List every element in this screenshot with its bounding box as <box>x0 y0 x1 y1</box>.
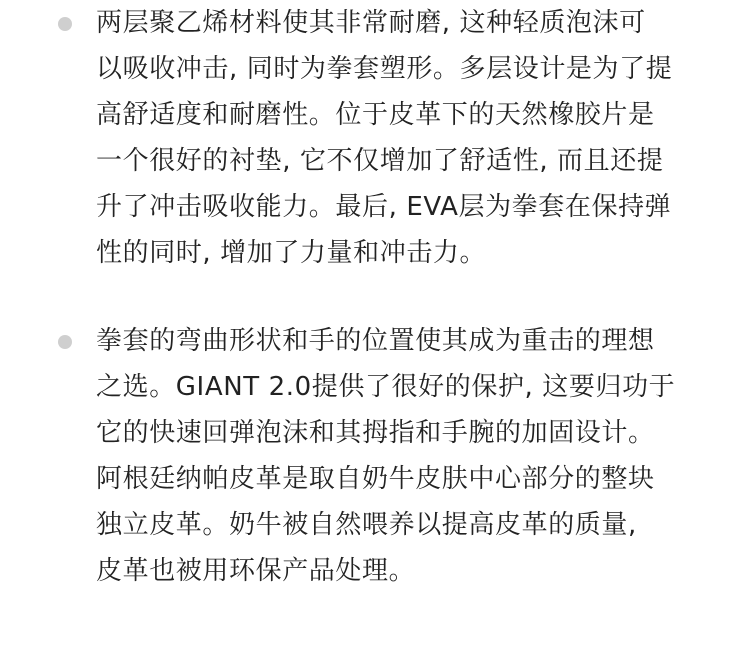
paragraph-line: 以吸收冲击, 同时为拳套塑形。多层设计是为了提 <box>96 54 673 84</box>
paragraph-line: 高舒适度和耐磨性。位于皮革下的天然橡胶片是 <box>96 100 655 130</box>
paragraph-line: 两层聚乙烯材料使其非常耐磨, 这种轻质泡沫可 <box>96 8 646 38</box>
paragraph-line: 之选。GIANT 2.0提供了很好的保护, 这要归功于 <box>96 372 676 402</box>
bullet-paragraph <box>96 0 706 276</box>
paragraph-line: 皮革也被用环保产品处理。 <box>96 556 416 586</box>
paragraph-line: 升了冲击吸收能力。最后, EVA层为拳套在保持弹 <box>96 192 672 222</box>
bullet-dot-icon <box>58 335 72 349</box>
paragraph-line: 独立皮革。奶牛被自然喂养以提高皮革的质量, <box>96 510 637 540</box>
paragraph-line: 阿根廷纳帕皮革是取自奶牛皮肤中心部分的整块 <box>96 464 655 494</box>
bullet-dot-icon <box>58 17 72 31</box>
paragraph-line: 它的快速回弹泡沫和其拇指和手腕的加固设计。 <box>96 418 655 448</box>
bullet-paragraph <box>96 318 706 594</box>
paragraph-line: 性的同时, 增加了力量和冲击力。 <box>96 238 487 268</box>
paragraph-line: 拳套的弯曲形状和手的位置使其成为重击的理想 <box>96 326 655 356</box>
paragraph-line: 一个很好的衬垫, 它不仅增加了舒适性, 而且还提 <box>96 146 664 176</box>
